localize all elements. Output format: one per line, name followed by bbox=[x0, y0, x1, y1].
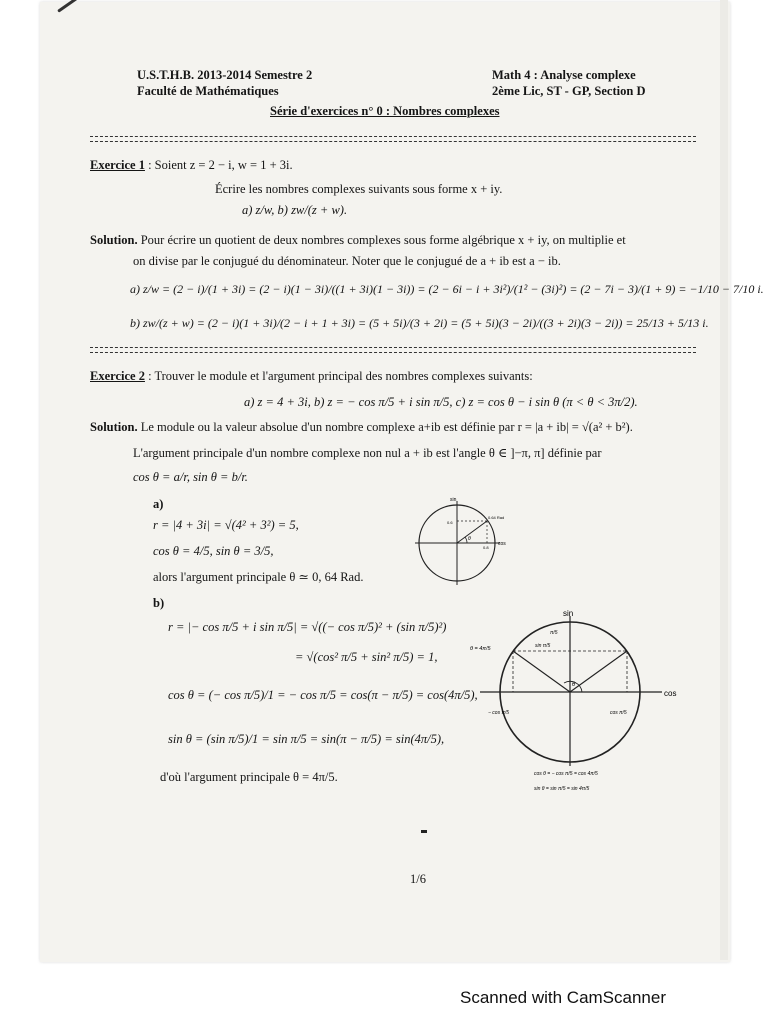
stray-mark bbox=[421, 830, 427, 833]
cos-axis-label: cos bbox=[664, 689, 677, 698]
part-a-line-3: alors l'argument principale θ ≃ 0, 64 Rad. bbox=[153, 570, 364, 584]
part-b-line-4: sin θ = (sin π/5)/1 = sin π/5 = sin(π − π/5) = sin(4π/5), bbox=[168, 732, 445, 746]
page-number: 1/6 bbox=[410, 872, 426, 886]
theta-value-label: θ = 4π/5 bbox=[470, 646, 491, 652]
neg-cos-pi5-label: − cos π/5 bbox=[488, 710, 509, 716]
part-a-line-2: cos θ = 4/5, sin θ = 3/5, bbox=[153, 544, 274, 558]
camscanner-watermark: Scanned with CamScanner bbox=[460, 988, 667, 1007]
exercise-2-solution-line-1 bbox=[90, 420, 633, 435]
angle-value-label: 0.64 Rad bbox=[488, 515, 505, 520]
radius-line-pi5 bbox=[570, 651, 627, 692]
divider-rule bbox=[90, 136, 696, 142]
header-level: 2ème Lic, ST - GP, Section D bbox=[492, 84, 646, 98]
cos-pi5-label: cos π/5 bbox=[610, 710, 627, 716]
part-a-line-1: r = |4 + 3i| = √(4² + 3²) = 5, bbox=[153, 518, 299, 532]
solution-1-label: Solution. bbox=[90, 233, 138, 247]
exercise-1-result-a: a) z/w = (2 − i)/(1 + 3i) = (2 − i)(1 − 3i)/((1 + 3i)(1 − 3i)) = (2 − 6i − i + 3i²)/(1² − (3i)²) = (2 − 7i − 3)/(1 + 9) = −1/10 − 7/10 i. bbox=[130, 282, 764, 296]
caption-sin: sin θ = sin π/5 = sin 4π/5 bbox=[534, 786, 590, 792]
header-course: Math 4 : Analyse complexe bbox=[492, 68, 636, 82]
solution-2-label: Solution. bbox=[90, 420, 138, 434]
divider-rule bbox=[90, 347, 696, 353]
exercise-2-heading bbox=[90, 369, 533, 384]
paper-edge bbox=[720, 0, 728, 960]
solution-2-text-1: Le module ou la valeur absolue d'un nombre complexe a+ib est définie par r = |a + ib| = √(a² + b²). bbox=[140, 420, 633, 434]
sin-pi5-label: sin π/5 bbox=[535, 643, 551, 649]
y-tick-label: 0.6 bbox=[447, 520, 453, 525]
part-b-label: b) bbox=[153, 596, 165, 610]
exercise-2-solution-line-2: L'argument principale d'un nombre complexe non nul a + ib est l'angle θ ∈ ]−π, π] définie par bbox=[133, 446, 602, 460]
header-faculty: Faculté de Mathématiques bbox=[137, 84, 279, 98]
radius-line bbox=[457, 521, 487, 543]
header-institution: U.S.T.H.B. 2013-2014 Semestre 2 bbox=[137, 68, 313, 82]
exercise-2-statement: : Trouver le module et l'argument principal des nombres complexes suivants: bbox=[148, 369, 533, 383]
exercise-1-solution-line-2: on divise par le conjugué du dénominateur. Noter que le conjugué de a + ib est a − ib. bbox=[133, 254, 561, 268]
part-b-line-1: r = |− cos π/5 + i sin π/5| = √((− cos π/5)² + (sin π/5)²) bbox=[168, 620, 447, 634]
cos-axis-label: cos bbox=[498, 541, 506, 547]
exercise-2-items: a) z = 4 + 3i, b) z = − cos π/5 + i sin π/5, c) z = cos θ − i sin θ (π < θ < 3π/2). bbox=[244, 395, 638, 409]
part-b-line-2: = √(cos² π/5 + sin² π/5) = 1, bbox=[295, 650, 438, 664]
series-title: Série d'exercices n° 0 : Nombres complexes bbox=[270, 104, 500, 118]
part-b-line-3: cos θ = (− cos π/5)/1 = − cos π/5 = cos(π − π/5) = cos(4π/5), bbox=[168, 688, 478, 702]
exercise-2-label: Exercice 2 bbox=[90, 369, 145, 383]
x-tick-label: 0.8 bbox=[483, 545, 489, 550]
exercise-1-result-b: b) zw/(z + w) = (2 − i)(1 + 3i)/(2 − i + 1 + 3i) = (5 + 5i)/(3 + 2i) = (5 + 5i)(3 − 2i)/((3 + 2i)(3 − 2i)) = 25/13 + 5/13 i. bbox=[130, 316, 709, 330]
sin-axis-label: sin bbox=[563, 609, 574, 618]
caption-cos: cos θ = − cos π/5 = cos 4π/5 bbox=[534, 771, 598, 777]
angle-arc bbox=[465, 537, 467, 543]
exercise-1-task: Écrire les nombres complexes suivants sous forme x + iy. bbox=[215, 182, 503, 196]
exercise-1-items: a) z/w, b) zw/(z + w). bbox=[242, 203, 348, 217]
exercise-1-heading bbox=[90, 158, 293, 173]
exercise-1-solution-line-1 bbox=[90, 233, 626, 248]
pi-over-5-label: π/5 bbox=[550, 630, 558, 636]
sin-axis-label: sin bbox=[450, 497, 457, 503]
part-b-line-5: d'où l'argument principale θ = 4π/5. bbox=[160, 770, 338, 784]
theta-label: θ bbox=[468, 536, 471, 542]
theta-label: θ bbox=[572, 682, 576, 688]
exercise-2-solution-line-3: cos θ = a/r, sin θ = b/r. bbox=[133, 470, 248, 484]
radius-line-4pi5 bbox=[513, 651, 570, 692]
part-a-label: a) bbox=[153, 497, 164, 511]
exercise-1-label: Exercice 1 bbox=[90, 158, 145, 172]
unit-circle-small bbox=[410, 497, 510, 589]
solution-1-text-1: Pour écrire un quotient de deux nombres complexes sous forme algébrique x + iy, on multiplie et bbox=[140, 233, 626, 247]
exercise-1-statement: : Soient z = 2 − i, w = 1 + 3i. bbox=[148, 158, 293, 172]
unit-circle-large bbox=[470, 610, 675, 805]
